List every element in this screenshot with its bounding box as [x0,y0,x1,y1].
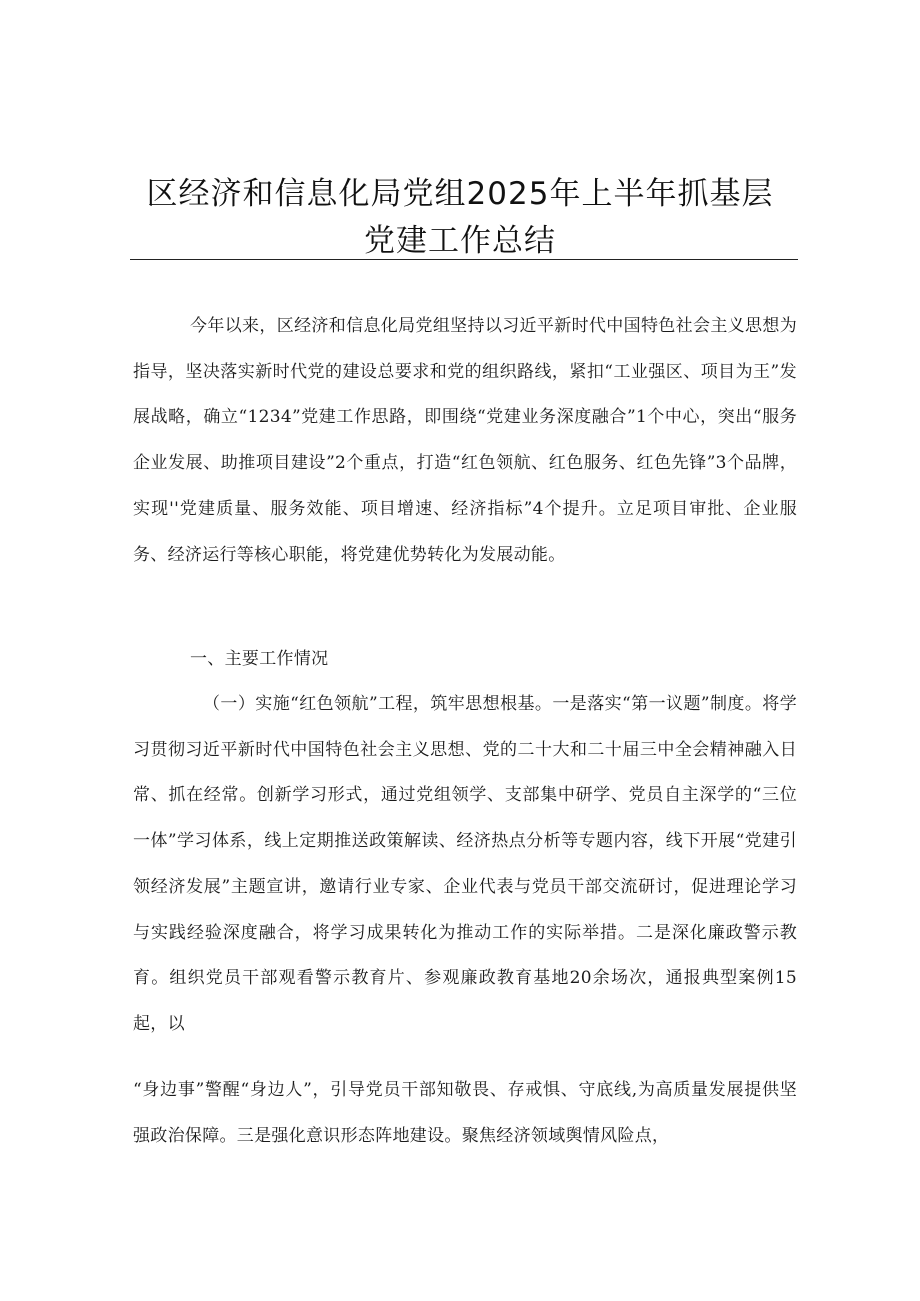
section-heading: 一、主要工作情况 [190,649,329,669]
title-divider [130,259,798,260]
continuation-paragraph: “身边事”警醒“身边人”，引导党员干部知敬畏、存戒惧、守底线,为高质量发展提供坚强政治保障。三是强化意识形态阵地建设。聚焦经济领域舆情风险点， [133,1080,797,1146]
section-paragraph: （一）实施“红色领航”工程，筑牢思想根基。一是落实“第一议题”制度。将学习贯彻习近平新时代中国特色社会主义思想、党的二十大和二十届三中全会精神融入日常、抓在经常。创新学习形式，通过党组领学、支部集中研学、党员自主深学的“三位一体”学习体系，线上定期推送政策解读、经济热点分析等专题内容，线下开展“党建引领经济发展”主题宣讲，邀请行业专家、企业代表与党员干部交流研讨，促进理论学习与实践经验深度融合，将学习成果转化为推动工作的实际举措。二是深化廉政警示教育。组织党员干部观看警示教育片、参观廉政教育基地20余场次，通报典型案例15起，以 [133,694,797,1034]
document-title-line-2: 党建工作总结 [364,223,556,259]
document-title-line-1: 区经济和信息化局党组2025年上半年抓基层 [146,176,774,212]
intro-paragraph: 今年以来，区经济和信息化局党组坚持以习近平新时代中国特色社会主义思想为指导，坚决落实新时代党的建设总要求和党的组织路线，紧扣“工业强区、项目为王”发展战略，确立“1234”党建工作思路，即围绕“党建业务深度融合”1个中心，突出“服务企业发展、助推项目建设”2个重点，打造“红色领航、红色服务、红色先锋”3个品牌，实现''党建质量、服务效能、项目增速、经济指标”4个提升。立足项目审批、企业服务、经济运行等核心职能，将党建优势转化为发展动能。 [133,316,797,565]
